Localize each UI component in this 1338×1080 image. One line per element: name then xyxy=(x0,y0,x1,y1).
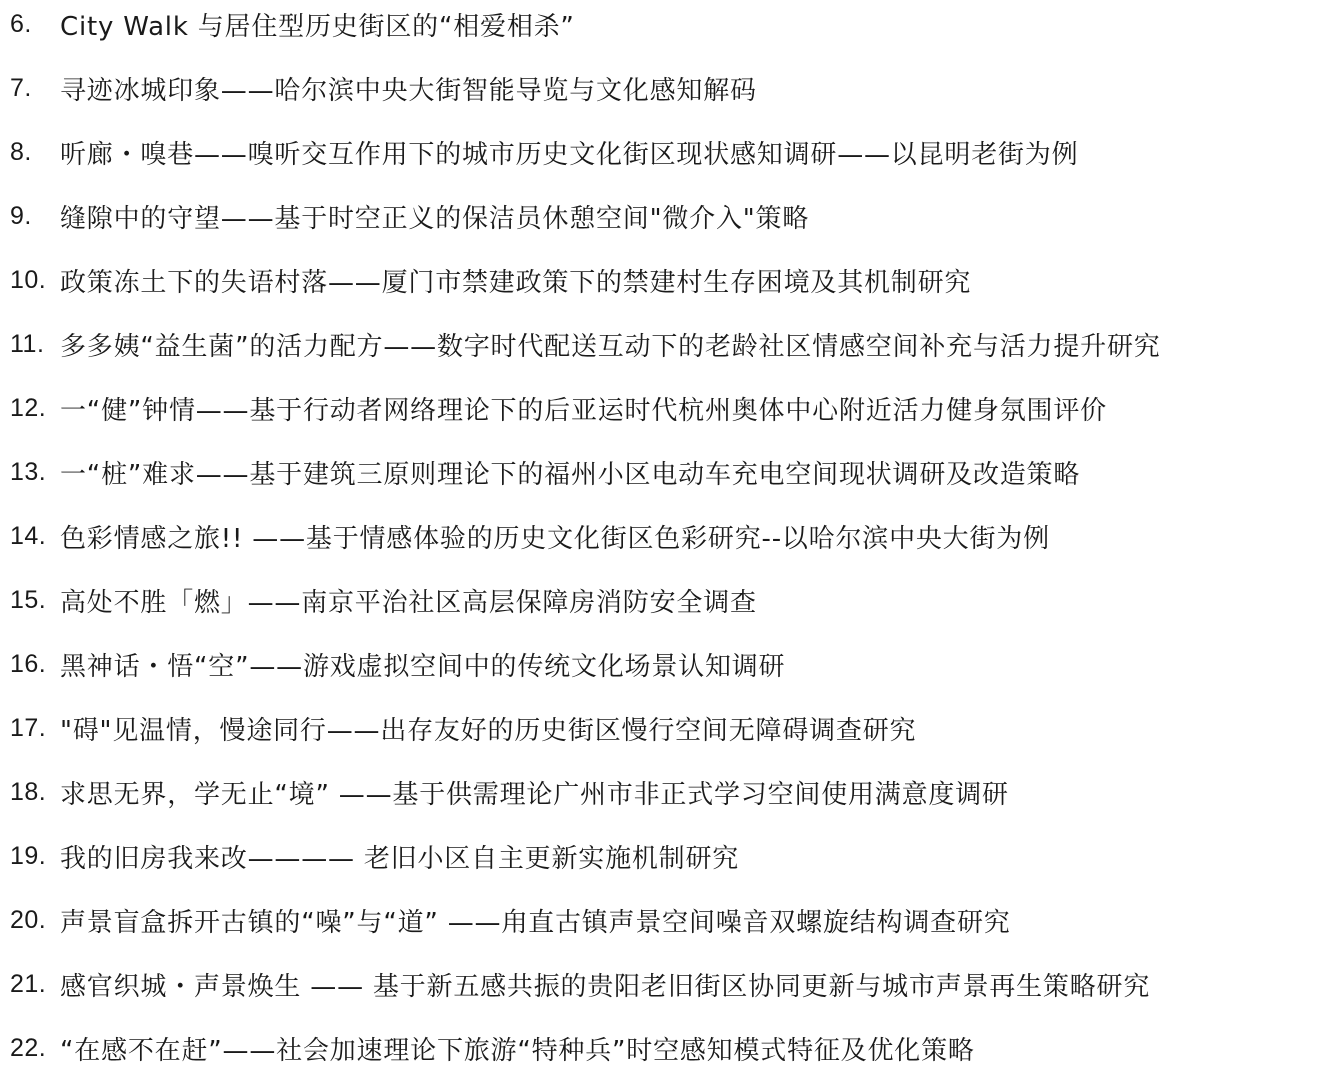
item-text: 黑神话・悟“空”——游戏虚拟空间中的传统文化场景认知调研 xyxy=(60,651,786,682)
item-number: 12. xyxy=(10,393,47,422)
list-item xyxy=(10,770,1330,814)
item-number: 8. xyxy=(10,137,32,166)
item-number: 9. xyxy=(10,201,32,230)
item-text: City Walk 与居住型历史街区的“相爱相杀” xyxy=(60,11,575,42)
list-item xyxy=(10,706,1330,750)
list-item xyxy=(10,514,1330,558)
item-text: 听廊・嗅巷——嗅听交互作用下的城市历史文化街区现状感知调研——以昆明老街为例 xyxy=(60,139,1079,170)
item-number: 10. xyxy=(10,265,47,294)
item-text: 一“健”钟情——基于行动者网络理论下的后亚运时代杭州奥体中心附近活力健身氛围评价 xyxy=(60,395,1107,426)
item-text: 色彩情感之旅!! ——基于情感体验的历史文化街区色彩研究--以哈尔滨中央大街为例 xyxy=(60,523,1050,554)
list-item xyxy=(10,130,1330,174)
item-text: 寻迹冰城印象——哈尔滨中央大街智能导览与文化感知解码 xyxy=(60,75,757,106)
list-item xyxy=(10,578,1330,622)
item-text: 求思无界，学无止“境” ——基于供需理论广州市非正式学习空间使用满意度调研 xyxy=(60,779,1009,810)
list-item xyxy=(10,834,1330,878)
list-item xyxy=(10,386,1330,430)
item-text: 声景盲盒拆开古镇的“噪”与“道” ——甪直古镇声景空间噪音双螺旋结构调查研究 xyxy=(60,907,1011,938)
item-text: “在感不在赶”——社会加速理论下旅游“特种兵”时空感知模式特征及优化策略 xyxy=(60,1035,975,1066)
item-text: 政策冻土下的失语村落——厦门市禁建政策下的禁建村生存困境及其机制研究 xyxy=(60,267,972,298)
list-item xyxy=(10,258,1330,302)
item-number: 22. xyxy=(10,1033,47,1062)
list-item xyxy=(10,962,1330,1006)
item-number: 7. xyxy=(10,73,32,102)
list-item xyxy=(10,194,1330,238)
item-number: 18. xyxy=(10,777,47,806)
item-number: 15. xyxy=(10,585,47,614)
list-item xyxy=(10,322,1330,366)
item-text: 高处不胜「燃」——南京平治社区高层保障房消防安全调查 xyxy=(60,587,757,618)
list-item xyxy=(10,66,1330,110)
list-item xyxy=(10,450,1330,494)
item-text: 多多姨“益生菌”的活力配方——数字时代配送互动下的老龄社区情感空间补充与活力提升研究 xyxy=(60,331,1161,362)
list-item xyxy=(10,642,1330,686)
item-number: 17. xyxy=(10,713,47,742)
item-number: 6. xyxy=(10,9,32,38)
item-number: 16. xyxy=(10,649,47,678)
item-number: 19. xyxy=(10,841,47,870)
item-text: 我的旧房我来改———— 老旧小区自主更新实施机制研究 xyxy=(60,843,740,874)
list-item xyxy=(10,898,1330,942)
item-number: 11. xyxy=(10,329,45,358)
list-item xyxy=(10,2,1330,46)
item-text: 感官织城・声景焕生 —— 基于新五感共振的贵阳老旧街区协同更新与城市声景再生策略研究 xyxy=(60,971,1151,1002)
item-number: 21. xyxy=(10,969,47,998)
item-text: "碍"见温情，慢途同行——出存友好的历史街区慢行空间无障碍调查研究 xyxy=(60,715,917,746)
item-number: 13. xyxy=(10,457,47,486)
item-number: 20. xyxy=(10,905,47,934)
item-text: 缝隙中的守望——基于时空正义的保洁员休憩空间"微介入"策略 xyxy=(60,203,810,234)
list-item xyxy=(10,1026,1330,1070)
item-text: 一“桩”难求——基于建筑三原则理论下的福州小区电动车充电空间现状调研及改造策略 xyxy=(60,459,1081,490)
item-number: 14. xyxy=(10,521,47,550)
